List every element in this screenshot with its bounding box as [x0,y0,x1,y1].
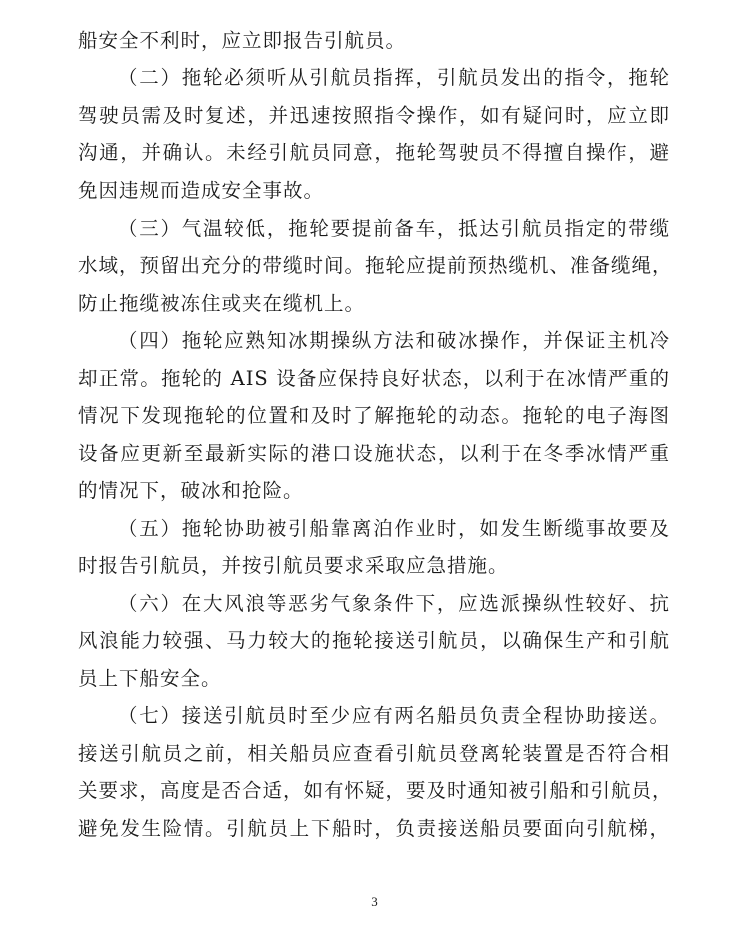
text-line: 驾驶员需及时复述，并迅速按照指令操作，如有疑问时，应立即 [78,104,670,127]
text-line: 设备应更新至最新实际的港口设施状态，以利于在冬季冰情严重 [78,442,670,465]
text-line: 情况下发现拖轮的位置和及时了解拖轮的动态。拖轮的电子海图 [78,404,670,427]
paragraph-5-line: （五）拖轮协助被引船靠离泊作业时，如发生断缆事故要及 [118,517,670,540]
paragraph-7-line: （七）接送引航员时至少应有两名船员负责全程协助接送。 [118,704,670,727]
paragraph-6-line: （六）在大风浪等恶劣气象条件下，应选派操纵性较好、抗 [118,592,670,615]
text-line: 防止拖缆被冻住或夹在缆机上。 [78,292,366,315]
text-line: 接送引航员之前，相关船员应查看引航员登离轮装置是否符合相 [78,742,670,765]
paragraph-2-line: （二）拖轮必须听从引航员指挥，引航员发出的指令，拖轮 [118,66,670,89]
text-line: 时报告引航员，并按引航员要求采取应急措施。 [78,554,509,577]
text-line: 沟通，并确认。未经引航员同意，拖轮驾驶员不得擅自操作，避 [78,141,670,164]
text-line: 水域，预留出充分的带缆时间。拖轮应提前预热缆机、准备缆绳， [78,254,673,277]
text-line: 却正常。拖轮的 AIS 设备应保持良好状态，以利于在冰情严重的 [78,367,670,390]
text-line: 关要求，高度是否合适，如有怀疑，要及时通知被引船和引航员， [78,779,673,802]
text-line: 免因违规而造成安全事故。 [78,179,325,202]
text-line: 的情况下，破冰和抢险。 [78,479,304,502]
paragraph-3-line: （三）气温较低，拖轮要提前备车，抵达引航员指定的带缆 [118,217,670,240]
text-line: 避免发生险情。引航员上下船时，负责接送船员要面向引航梯， [78,817,670,840]
text-line: 船安全不利时，应立即报告引航员。 [78,29,407,52]
text-line: 员上下船安全。 [78,667,222,690]
text-line: 风浪能力较强、马力较大的拖轮接送引航员，以确保生产和引航 [78,629,670,652]
paragraph-4-line: （四）拖轮应熟知冰期操纵方法和破冰操作，并保证主机冷 [118,329,670,352]
page-number: 3 [371,894,378,909]
